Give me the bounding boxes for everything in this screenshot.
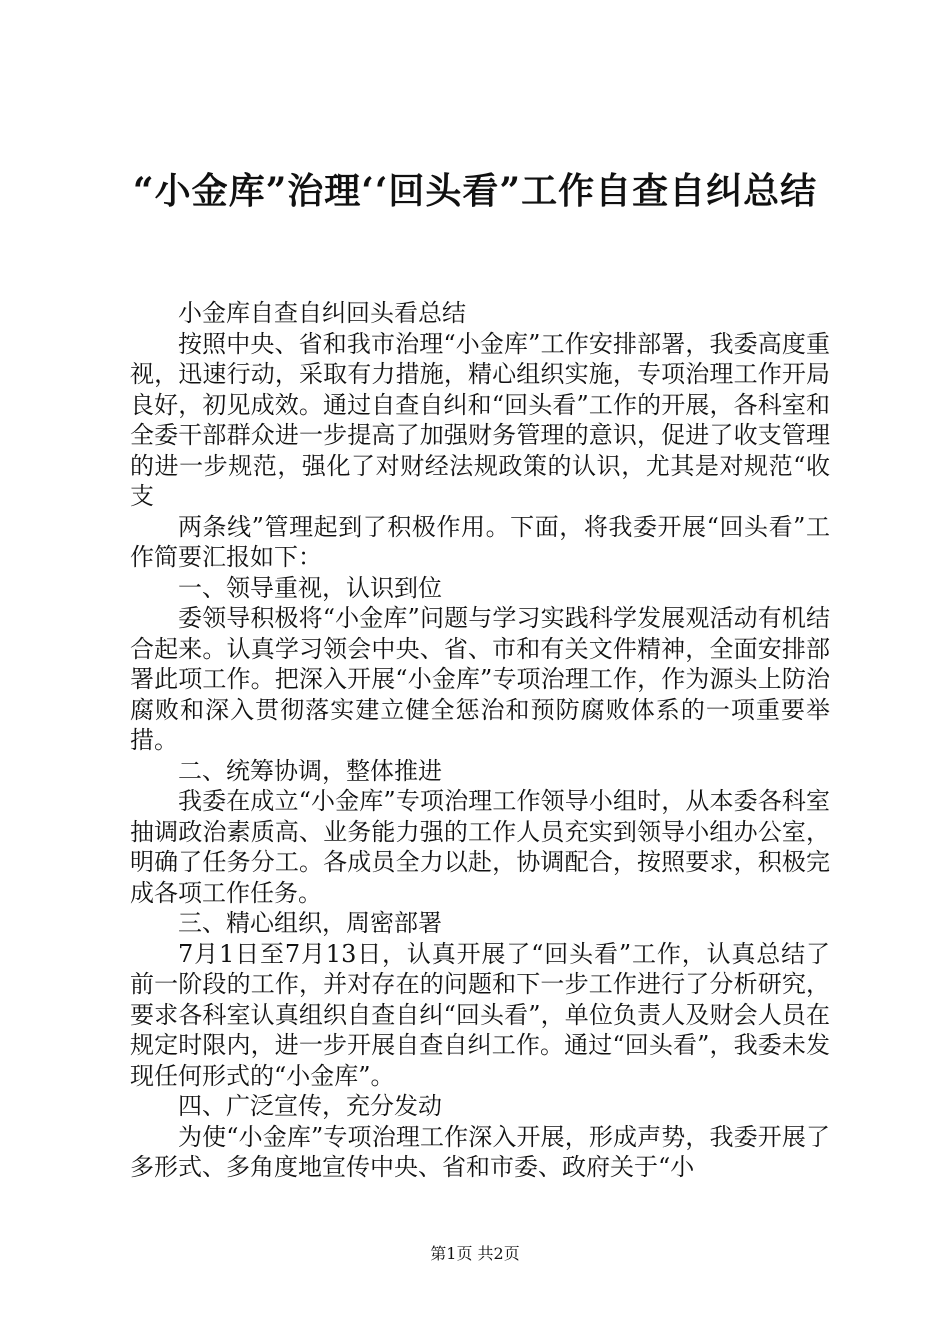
- section-heading-3: 三、精心组织，周密部署: [178, 909, 442, 937]
- paragraph-section-1: 委领导积极将“小金库”问题与学习实践科学发展观活动有机结合起来。认真学习领会中央、省、市和有关文件精神，全面安排部署此项工作。把深入开展“小金库”专项治理工作，作为源头上防治腐败和深入贯彻落实建立健全惩治和预防腐败体系的一项重要举措。: [130, 604, 830, 754]
- paragraph-section-4: 为使“小金库”专项治理工作深入开展，形成声势，我委开展了多形式、多角度地宣传中央、省和市委、政府关于“小: [130, 1122, 830, 1181]
- paragraph-intro: 按照中央、省和我市治理“小金库”工作安排部署，我委高度重视，迅速行动，采取有力措施，精心组织实施，专项治理工作开局良好，初见成效。通过自查自纠和“回头看”工作的开展，各科室和全委干部群众进一步提高了加强财务管理的意识，促进了收支管理的进一步规范，强化了对财经法规政策的认识，尤其是对规范“收支: [130, 329, 830, 510]
- paragraph-subtitle: 小金库自查自纠回头看总结: [178, 299, 466, 327]
- document-body: [130, 298, 830, 1183]
- section-heading-2: 二、统筹协调，整体推进: [178, 756, 442, 785]
- page-number-footer: 第1页 共2页: [430, 1244, 520, 1263]
- paragraph-section-2: 我委在成立“小金库”专项治理工作领导小组时，从本委各科室抽调政治素质高、业务能力强的工作人员充实到领导小组办公室，明确了任务分工。各成员全力以赴，协调配合，按照要求，积极完成各项工作任务。: [130, 787, 830, 907]
- paragraph-section-3: 7月1日至7月13日，认真开展了“回头看”工作，认真总结了前一阶段的工作，并对存在的问题和下一步工作进行了分析研究，要求各科室认真组织自查自纠“回头看”，单位负责人及财会人员在规定时限内，进一步开展自查自纠工作。通过“回头看”，我委未发现任何形式的“小金库”。: [130, 939, 830, 1090]
- document-title: “小金库”治理‘‘回头看”工作自查自纠总结: [132, 170, 818, 212]
- paragraph-intro-continued: 两条线”管理起到了积极作用。下面，将我委开展“回头看”工作简要汇报如下：: [130, 512, 830, 571]
- section-heading-4: 四、广泛宣传，充分发动: [178, 1092, 442, 1120]
- section-heading-1: 一、领导重视，认识到位: [178, 573, 442, 602]
